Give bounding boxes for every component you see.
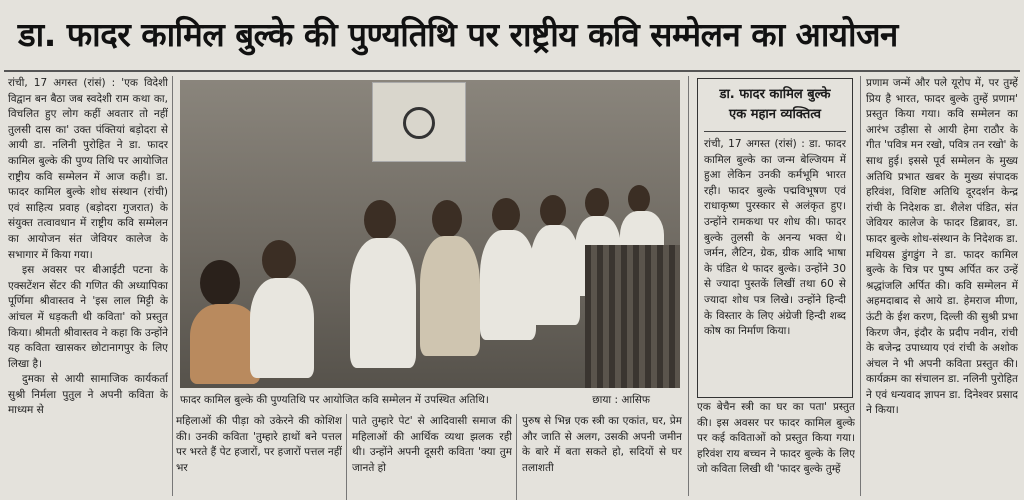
column-1-para-2: इस अवसर पर बीआईटी पटना के एक्सटेंशन सेंटर की गणित की अध्यापिका पूर्णिमा श्रीवास्तव ने 'इस लाल मिट्टी के आंचल में धड़कती थी कविता' को प्रस्तुत किया। श्रीमती श्रीवास्तव ने कहा कि उन्होंने यह कविता खासकर छोटानागपुर के लिए लिखा है। (8, 264, 168, 370)
profile-title-line-1: डा. फादर कामिल बुल्के (719, 87, 831, 102)
profile-title-rule (704, 131, 846, 132)
column-divider (516, 414, 517, 500)
headline: डा. फादर कामिल बुल्के की पुण्यतिथि पर राष्ट्रीय कवि सम्मेलन का आयोजन (18, 15, 898, 54)
column-divider (688, 76, 689, 496)
caption-text: फादर कामिल बुल्के की पुण्यतिथि पर आयोजित कवि सम्मेलन में उपस्थित अतिथि। (180, 394, 489, 406)
column-1-para-3: दुमका से आयी सामाजिक कार्यकर्ता सुश्री निर्मला पुतुल ने अपनी कविता के माध्यम से (8, 373, 168, 417)
column-divider (346, 414, 347, 500)
column-2-text: महिलाओं की पीड़ा को उकेरने की कोशिश की। उनकी कविता 'तुम्हारे हाथों बने पत्तल पर भरते हैं पेट हजारों, पर हजारों पत्तल नहीं भर (176, 415, 342, 474)
photo-credit: छाया : आसिफ (592, 394, 650, 406)
profile-box (697, 78, 853, 398)
stage-banner (372, 82, 466, 162)
photo-caption (180, 390, 680, 410)
column-5 (697, 400, 855, 500)
headline-rule (4, 70, 1020, 72)
banner-logo-icon (403, 107, 435, 139)
column-divider (172, 76, 173, 496)
column-5-text: एक बेचैन स्त्री का घर का पता' प्रस्तुत की। इस अवसर पर फादर कामिल बुल्के पर कई कविताओं को प्रस्तुत किया गया। हरिवंश राय बच्चन ने फादर बुल्के के लिए जो कविता लिखी थी 'फादर बुल्के तुम्हें (697, 401, 855, 476)
column-4 (522, 414, 682, 500)
column-4-text: पुरुष से भिन्न एक स्त्री का एकांत, घर, प्रेम और जाति से अलग, उसकी अपनी जमीन के बारे में बता सकते हो, सदियों से घर तलाशती (522, 415, 682, 474)
column-2 (176, 414, 342, 500)
column-3 (352, 414, 512, 500)
column-3-text: पाते तुम्हारे पेट' से आदिवासी समाज की महिलाओं की आर्थिक व्यथा झलक रही थी। उन्होंने अपनी दूसरी कविता 'क्या तुम जानते हो (352, 415, 512, 474)
profile-title-line-2: एक महान व्यक्तित्व (729, 107, 821, 122)
column-1-para-1: रांची, 17 अगस्त (रांसं) : 'एक विदेशी विद्वान बन बैठा जब स्वदेशी राम कथा का, विचलित हुए लोग कहीं अवतार तो नहीं तुलसी दास का' उक्त पंक्तियां बड़ोदरा से आयी डा. नलिनी पुरोहित ने डा. फादर कामिल बुल्के की पुण्य तिथि पर आयोजित राष्ट्रीय कवि सम्मेलन में आज कही। डा. फादर कामिल बुल्के शोध संस्थान (रांची) एवं साहित्य प्रवाह (बड़ोदरा गुजरात) के संयुक्त तत्वावधान में राष्ट्रीय कवि सम्मेलन का आयोजन संत जेवियर कालेज के सभागार में किया गया। (8, 77, 168, 261)
profile-box-title (698, 85, 852, 125)
profile-box-body (704, 137, 846, 393)
column-divider (860, 76, 861, 496)
column-6 (866, 76, 1018, 500)
profile-box-text: रांची, 17 अगस्त (रांसं) : डा. फादर कामिल बुल्के का जन्म बेल्जियम में हुआ लेकिन उनकी कर्मभूमि भारत रही। फादर बुल्के पद्मविभूषण एवं राधाकृष्ण पुरस्कार से अलंकृत हुए। उन्होंने रामकथा पर शोध की। फादर बुल्के तुलसी के अनन्य भक्त थे। जर्मन, लैटिन, ग्रेक, ग्रीक आदि भाषा के पंडित थे फादर बुल्के। उन्होंने 30 से ज्यादा पुस्तकें लिखीं तथा 60 से ज्यादा शोध पत्र लिखे। उन्होंने हिन्दी के विस्तार के लिए अंग्रेजी हिन्दी शब्द कोष का निर्माण किया। (704, 138, 846, 338)
column-6-text: प्रणाम जन्में और पले यूरोप में, पर तुम्हें प्रिय है भारत, फादर बुल्के तुम्हें प्रणाम' प्रस्तुत किया गया। कवि सम्मेलन का आरंभ उड़ीसा से आयी हेमा राठौर के गीत 'पवित्र मन रखो, पवित्र तन रखो' के साथ हुई। इससे पूर्व सम्मेलन के मुख्य अतिथि प्रभात खबर के मुख्य संपादक हरिवंश, विशिष्ट अतिथि दूरदर्शन केन्द्र रांची के निदेशक डा. शैलेश पंडित, संत जेवियर कालेज के फादर डिब्रावर, डा. फादर बुल्के शोध-संस्थान के निदेशक डा. मथियस डुंगडुंग ने डा. फादर कामिल बुल्के के चित्र पर पुष्प अर्पित कर उन्हें श्रद्धांजलि अर्पित की। कवि सम्मेलन में अहमदाबाद से आये डा. हेमराज मीणा, ऊंटी के ईश करण, दिल्ली की सुश्री प्रभा किरण जैन, इंदौर के प्रदीप नवीन, रांची के बजेन्द्र उपाध्याय एवं रांची के अशोक अंचल ने भी अपनी कविता प्रस्तुत की। कार्यक्रम का संचालन डा. नलिनी पुरोहित ने एवं धन्यवाद ज्ञापन डा. दिनेश्वर प्रसाद ने किया। (866, 77, 1018, 417)
column-1 (8, 76, 168, 500)
stage-table (585, 245, 680, 388)
